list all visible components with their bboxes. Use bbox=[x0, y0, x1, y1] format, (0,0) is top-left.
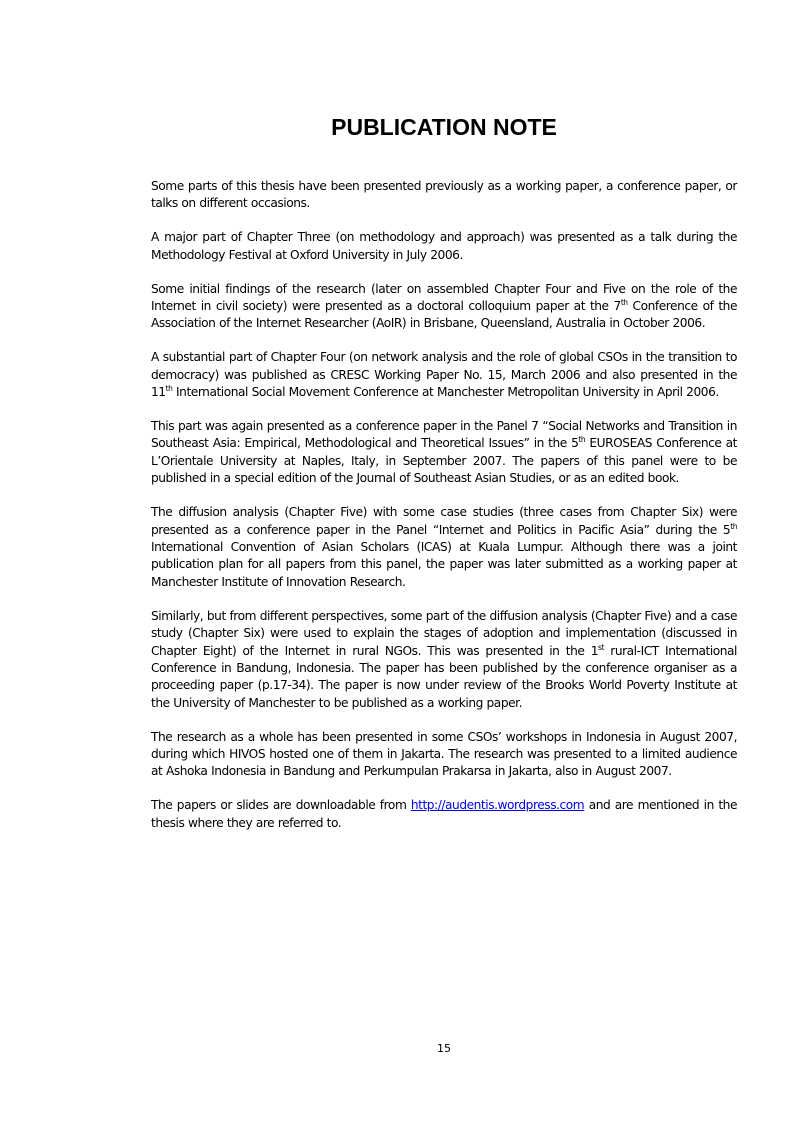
paragraph-4 bbox=[151, 349, 737, 401]
paragraph-6-text-a: The diffusion analysis (Chapter Five) with some case studies (three cases from Chapter Six) were presented as a conference paper in the Panel “Internet and Politics in Pacific Asia” during the 5 bbox=[151, 505, 737, 537]
body-text bbox=[151, 178, 737, 849]
ordinal-suffix: th bbox=[165, 384, 173, 394]
download-link[interactable]: http://audentis.wordpress.com bbox=[410, 798, 585, 813]
paragraph-7-text-a: Similarly, but from different perspectives, some part of the diffusion analysis (Chapter Five) and a case study (Chapter Six) were used to explain the stages of adoption and implementation (discussed in Chapter Eight) of the Internet in rural NGOs. This was presented in the 1 bbox=[151, 608, 737, 658]
paragraph-4-text-b: International Social Movement Conference at Manchester Metropolitan University in April 2006. bbox=[172, 385, 719, 400]
ordinal-suffix: th bbox=[620, 298, 628, 308]
paragraph-9-text-a: The papers or slides are downloadable from bbox=[151, 798, 411, 813]
paragraph-2: A major part of Chapter Three (on methodology and approach) was presented as a talk during the Methodology Festival at Oxford University in July 2006. bbox=[151, 230, 737, 262]
paragraph-8: The research as a whole has been presented in some CSOs’ workshops in Indonesia in August 2007, during which HIVOS hosted one of them in Jakarta. The research was presented to a limited audience at Ashoka Indonesia in Bandung and Perkumpulan Prakarsa in Jakarta, also in August 2007. bbox=[151, 729, 737, 779]
paragraph-6 bbox=[151, 504, 737, 591]
paragraph-3 bbox=[151, 281, 737, 333]
paragraph-3-text-a: Some initial findings of the research (later on assembled Chapter Four and Five on the role of the Internet in civil society) were presented as a doctoral colloquium paper at the 7 bbox=[151, 281, 737, 314]
ordinal-suffix: th bbox=[730, 521, 737, 531]
paragraph-7-text-b: rural-ICT International Conference in Bandung, Indonesia. The paper has been published by the conference organiser as a proceeding paper (p.17-34). The paper is now under review of the Brooks World Poverty Institute at the University of Manchester to be published as a working paper. bbox=[151, 643, 737, 710]
paragraph-5-text-a: This part was again presented as a conference paper in the Panel 7 “Social Networks and Transition in Southeast Asia: Empirical, Methodological and Theoretical Issues” in the 5 bbox=[151, 419, 737, 451]
paragraph-5 bbox=[151, 418, 737, 488]
paragraph-9 bbox=[151, 797, 737, 832]
page-number: 15 bbox=[437, 1042, 451, 1055]
paragraph-3-text-b: Conference of the Association of the Internet Researcher (AoIR) in Brisbane, Queensland, Australia in October 2006. bbox=[151, 299, 737, 331]
paragraph-1: Some parts of this thesis have been presented previously as a working paper, a conference paper, or talks on different occasions. bbox=[151, 179, 737, 211]
paragraph-4-text-a: A substantial part of Chapter Four (on network analysis and the role of global CSOs in the transition to democracy) was published as CRESC Working Paper No. 15, March 2006 and also presented in the 11 bbox=[151, 350, 737, 400]
paragraph-7 bbox=[151, 608, 737, 712]
page-title: PUBLICATION NOTE bbox=[331, 114, 557, 140]
paragraph-5-text-b: EUROSEAS Conference at L’Orientale University at Naples, Italy, in September 2007. The papers of this panel were to be published in a special edition of the Journal of Southeast Asian Studies, or as an edited book. bbox=[151, 436, 737, 486]
ordinal-suffix: st bbox=[598, 642, 604, 652]
paragraph-9-text-b: and are mentioned in the thesis where they are referred to. bbox=[151, 798, 738, 830]
ordinal-suffix: th bbox=[578, 435, 586, 445]
paragraph-6-text-b: International Convention of Asian Scholars (ICAS) at Kuala Lumpur. Although there was a joint publication plan for all papers from this panel, the paper was later submitted as a working paper at Manchester Institute of Innovation Research. bbox=[151, 540, 737, 589]
